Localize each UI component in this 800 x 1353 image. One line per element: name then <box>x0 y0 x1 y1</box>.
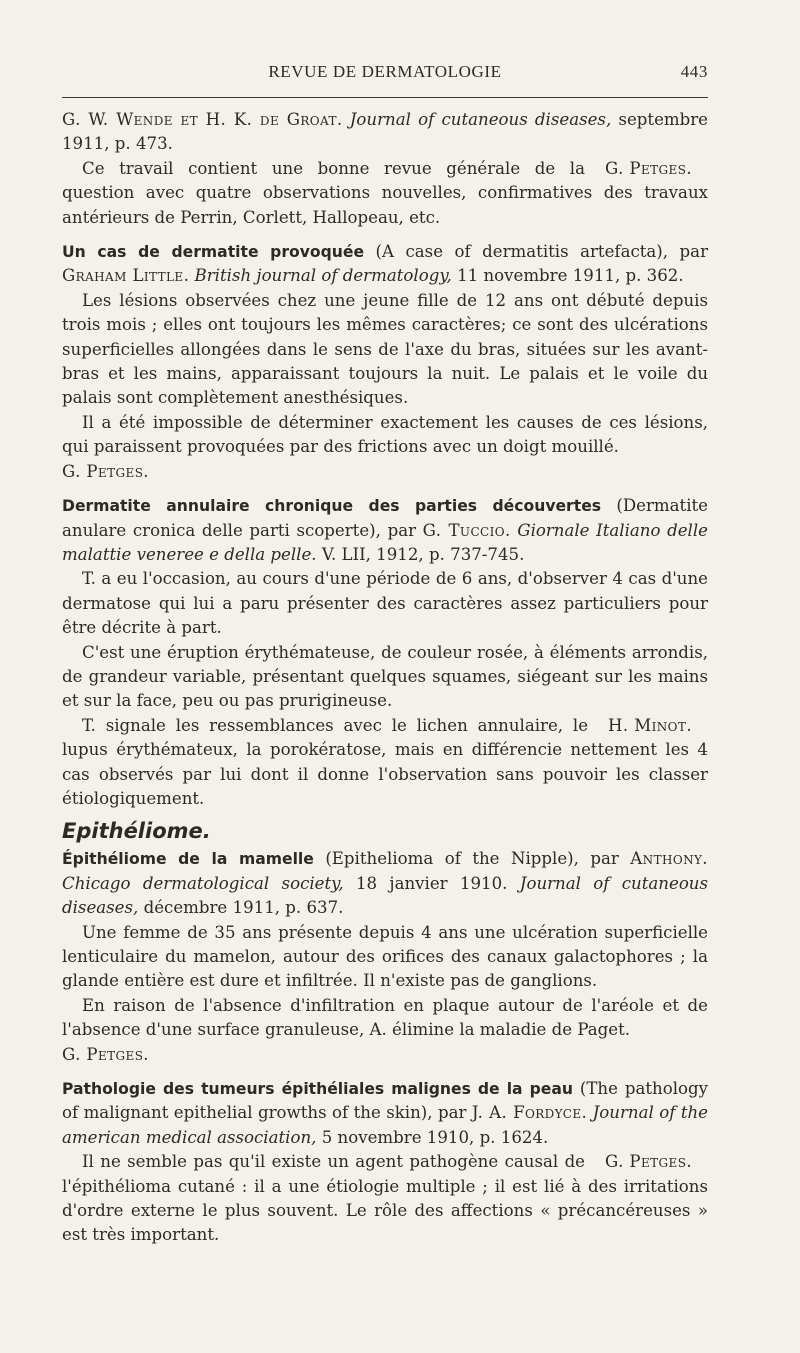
article-title-translation: (Dermatite anulare cronica delle parti scoperte), par <box>62 496 708 540</box>
article-signature: G. Petges. <box>62 1044 149 1064</box>
article-paragraph: T. a eu l'occasion, au cours d'une période de 6 ans, d'observer 4 cas d'une dermatose qui lui a paru présenter des caractères assez particuliers pour être décrite à part. <box>62 569 708 638</box>
article-pathologie-tumeurs <box>62 1077 708 1248</box>
article-citation <box>62 108 708 157</box>
page-body <box>62 108 708 1248</box>
article-journal: Journal of cutaneous diseases, <box>62 873 709 918</box>
article-journal: Journal of cutaneous diseases, <box>349 110 612 129</box>
article-paragraph: G. Petges. Ce travail contient une bonne revue générale de la question avec quatre observations nouvelles, confirmatives des travaux antérieurs de Perrin, Corlett, Hallopeau, etc. <box>62 158 708 227</box>
article-signature: H. Minot. <box>608 715 692 735</box>
article-paragraph: C'est une éruption érythémateuse, de couleur rosée, à éléments arrondis, de grandeur variable, présentant quelques squames, siégeant sur les mains et sur la face, peu ou pas prurigineuse. <box>62 642 708 711</box>
article-title: Un cas de dermatite provoquée <box>62 243 365 262</box>
article-paragraph: En raison de l'absence d'infiltration en plaque autour de l'aréole et de l'absence d'une surface granuleuse, A. élimine la maladie de Paget. <box>62 995 708 1040</box>
page-number: 443 <box>680 62 708 81</box>
article-paragraph: H. Minot. T. signale les ressemblances avec le lichen annulaire, le lupus érythémateux, la porokératose, mais en différencie nettement les 4 cas observés par lui dont il donne l'observation sans pouvoir les classer étiologiquement. <box>62 715 708 808</box>
article-author: G. Tuccio. <box>422 520 511 540</box>
journal-title: REVUE DE DERMATOLOGIE <box>268 62 502 81</box>
article-date: 18 janvier 1910. <box>355 873 508 893</box>
article-journal: British journal of dermatology, <box>194 266 452 286</box>
article-dermatite-provoquee <box>62 240 708 484</box>
article-paragraph: Il a été impossible de déterminer exactement les causes de ces lésions, qui paraissent provoquées par des frictions avec un doigt mouillé. <box>62 412 708 457</box>
article-title-translation: (The pathology of malignant epithelial growths of the skin), par <box>62 1079 708 1123</box>
article-citation <box>62 1077 708 1150</box>
article-signature: G. Petges. <box>62 461 149 481</box>
article-author: J. A. Fordyce. <box>471 1103 588 1123</box>
article-citation <box>62 847 708 920</box>
article-author: Graham Little. <box>62 266 190 286</box>
article-signature: G. Petges. <box>605 1152 692 1172</box>
article-title: Pathologie des tumeurs épithéliales malignes de la peau <box>62 1080 573 1099</box>
article-paragraph: G. Petges. Il ne semble pas qu'il existe un agent pathogène causal de l'épithélioma cutané : il a une étiologie multiple ; il est lié à des irritations d'ordre externe le plus souvent. Le rôle des affections « précancéreuses » est très important. <box>62 1152 708 1245</box>
article-wende <box>62 108 708 230</box>
article-journal: Giornale Italiano delle malattie veneree e della pelle. <box>62 520 708 564</box>
article-epitheliome-mamelle <box>62 847 708 1067</box>
article-citation <box>62 240 708 289</box>
article-paragraph: Les lésions observées chez une jeune fille de 12 ans ont débuté depuis trois mois ; elles ont toujours les mêmes caractères; ce sont des ulcérations superficielles allongées dans le sens de l'axe du bras, situées sur les avant-bras et les mains, apparaissant toujours la nuit. Le palais et le voile du palais sont complètement anesthésiques. <box>62 290 708 408</box>
article-author: G. W. Wende et H. K. de Groat. <box>62 110 343 129</box>
article-date: septembre 1911, p. 473. <box>62 110 708 154</box>
article-date: décembre 1911, p. 637. <box>143 898 344 918</box>
article-title: Dermatite annulaire chronique des parties découvertes <box>62 497 602 516</box>
article-title-translation: (Epithelioma of the Nipple), par <box>325 849 619 869</box>
article-date: 5 novembre 1910, p. 1624. <box>321 1127 549 1147</box>
article-date: 11 novembre 1911, p. 362. <box>457 266 684 286</box>
article-signature: G. Petges. <box>605 158 692 178</box>
article-journal: Journal of the american medical association, <box>62 1103 708 1147</box>
header-rule <box>62 97 708 98</box>
article-date: V. LII, 1912, p. 737-745. <box>321 544 525 564</box>
article-society: Chicago dermatological society, <box>62 873 344 893</box>
article-dermatite-annulaire <box>62 494 708 811</box>
article-author: Anthony. <box>630 849 708 869</box>
article-citation <box>62 494 708 567</box>
article-paragraph: Une femme de 35 ans présente depuis 4 ans une ulcération superficielle lenticulaire du mamelon, autour des orifices des canaux galactophores ; la glande entière est dure et infiltrée. Il n'existe pas de ganglions. <box>62 922 708 991</box>
article-title: Épithéliome de la mamelle <box>62 850 314 869</box>
article-title-translation: (A case of dermatitis artefacta), par <box>375 242 709 262</box>
section-heading: Epithéliome. <box>62 819 211 844</box>
